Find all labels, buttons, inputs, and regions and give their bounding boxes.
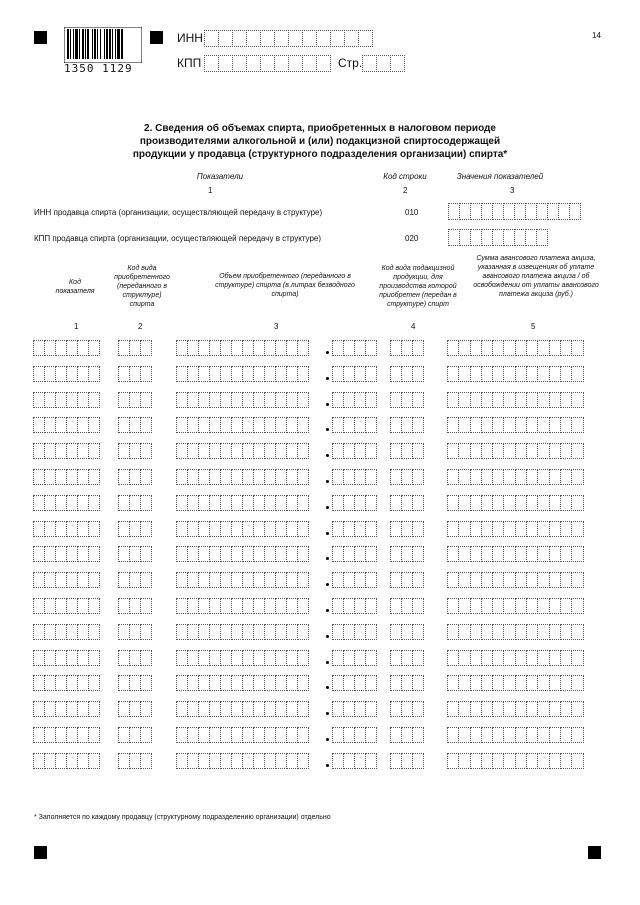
spirit-type-code-cells[interactable]: [118, 572, 151, 588]
char-cell[interactable]: [88, 521, 100, 537]
volume-int-cells[interactable]: [176, 469, 308, 485]
payment-cells[interactable]: [447, 417, 583, 433]
char-cell[interactable]: [571, 701, 583, 717]
char-cell[interactable]: [412, 598, 424, 614]
page-number: 14: [592, 31, 601, 40]
alignment-marker-bottom-left: [34, 846, 47, 859]
inn-cells[interactable]: [204, 30, 372, 47]
char-cell[interactable]: [412, 443, 424, 459]
volume-frac-cells[interactable]: [332, 572, 376, 588]
title-line-1: 2. Сведения об объемах спирта, приобретенных в налоговом периоде: [144, 123, 496, 134]
char-cell[interactable]: [571, 495, 583, 511]
spirit-type-code-cells[interactable]: [118, 366, 151, 382]
title-line-3: продукции у продавца (структурного подразделения организации) спирта*: [132, 149, 508, 160]
char-cell[interactable]: [297, 392, 309, 408]
decimal-point: [326, 764, 329, 767]
footnote: * Заполняется по каждому продавцу (структурному подразделению организации) отдельно: [34, 814, 331, 821]
char-cell[interactable]: [140, 598, 152, 614]
char-cell[interactable]: [88, 675, 100, 691]
h1-indicator-code: Код показателя: [55, 279, 95, 295]
char-cell[interactable]: [140, 701, 152, 717]
decimal-point: [326, 738, 329, 741]
volume-int-cells[interactable]: [176, 598, 308, 614]
char-cell[interactable]: [365, 624, 377, 640]
char-cell[interactable]: [376, 55, 391, 72]
decimal-point: [326, 635, 329, 638]
char-cell[interactable]: [140, 675, 152, 691]
payment-cells[interactable]: [447, 701, 583, 717]
row-020-code: 020: [405, 234, 419, 243]
char-cell[interactable]: [365, 753, 377, 769]
char-cell[interactable]: [140, 521, 152, 537]
char-cell[interactable]: [365, 469, 377, 485]
char-cell[interactable]: [140, 417, 152, 433]
payment-cells[interactable]: [447, 598, 583, 614]
char-cell[interactable]: [571, 340, 583, 356]
char-cell[interactable]: [297, 572, 309, 588]
char-cell[interactable]: [88, 495, 100, 511]
char-cell[interactable]: [246, 55, 261, 72]
decimal-point: [326, 506, 329, 509]
spirit-type-code-cells[interactable]: [118, 495, 151, 511]
char-cell[interactable]: [297, 417, 309, 433]
char-cell[interactable]: [365, 495, 377, 511]
spirit-type-code-cells[interactable]: [118, 392, 151, 408]
char-cell[interactable]: [88, 546, 100, 562]
payment-cells[interactable]: [447, 675, 583, 691]
char-cell[interactable]: [140, 366, 152, 382]
char-cell[interactable]: [365, 392, 377, 408]
kpp-label: КПП: [177, 56, 202, 70]
product-code-cells[interactable]: [390, 340, 423, 356]
char-cell[interactable]: [365, 598, 377, 614]
char-cell[interactable]: [571, 598, 583, 614]
payment-cells[interactable]: [447, 469, 583, 485]
char-cell[interactable]: [536, 229, 548, 246]
product-code-cells[interactable]: [390, 366, 423, 382]
payment-cells[interactable]: [447, 727, 583, 743]
decimal-point: [326, 480, 329, 483]
product-code-cells[interactable]: [390, 650, 423, 666]
char-cell[interactable]: [412, 675, 424, 691]
payment-cells[interactable]: [447, 546, 583, 562]
payment-cells[interactable]: [447, 521, 583, 537]
row-020-label: КПП продавца спирта (организации, осуществляющей передачу в структуре): [34, 234, 322, 243]
decimal-point: [326, 661, 329, 664]
char-cell[interactable]: [571, 366, 583, 382]
char-cell[interactable]: [140, 392, 152, 408]
char-cell[interactable]: [140, 443, 152, 459]
indicator-code-cells[interactable]: [33, 366, 99, 382]
char-cell[interactable]: [365, 572, 377, 588]
product-code-cells[interactable]: [390, 753, 423, 769]
char-cell[interactable]: [412, 521, 424, 537]
volume-int-cells[interactable]: [176, 701, 308, 717]
volume-frac-cells[interactable]: [332, 417, 376, 433]
volume-frac-cells[interactable]: [332, 392, 376, 408]
char-cell[interactable]: [297, 701, 309, 717]
decimal-point: [326, 403, 329, 406]
product-code-cells[interactable]: [390, 443, 423, 459]
product-code-cells[interactable]: [390, 417, 423, 433]
product-code-cells[interactable]: [390, 675, 423, 691]
char-cell[interactable]: [316, 55, 331, 72]
payment-cells[interactable]: [447, 340, 583, 356]
product-code-cells[interactable]: [390, 572, 423, 588]
char-cell[interactable]: [571, 443, 583, 459]
char-cell[interactable]: [218, 30, 233, 47]
char-cell[interactable]: [297, 546, 309, 562]
alignment-marker-top-mid: [150, 31, 163, 44]
char-cell[interactable]: [571, 753, 583, 769]
char-cell[interactable]: [140, 572, 152, 588]
char-cell[interactable]: [88, 727, 100, 743]
indicator-code-cells[interactable]: [33, 417, 99, 433]
char-cell[interactable]: [571, 521, 583, 537]
spirit-type-code-cells[interactable]: [118, 624, 151, 640]
spirit-type-code-cells[interactable]: [118, 340, 151, 356]
char-cell[interactable]: [571, 469, 583, 485]
col-line-code-header: Код строки: [383, 172, 427, 181]
char-cell[interactable]: [288, 30, 303, 47]
char-cell[interactable]: [365, 701, 377, 717]
char-cell[interactable]: [297, 469, 309, 485]
char-cell[interactable]: [412, 340, 424, 356]
seller-inn-cells[interactable]: [448, 203, 580, 220]
volume-frac-cells[interactable]: [332, 727, 376, 743]
char-cell[interactable]: [571, 650, 583, 666]
indicator-code-cells[interactable]: [33, 443, 99, 459]
char-cell[interactable]: [88, 650, 100, 666]
indicator-code-cells[interactable]: [33, 727, 99, 743]
col-num-2: 2: [403, 186, 408, 195]
indicator-code-cells[interactable]: [33, 753, 99, 769]
char-cell[interactable]: [571, 392, 583, 408]
barcode: [64, 27, 142, 63]
char-cell[interactable]: [274, 30, 289, 47]
char-cell[interactable]: [88, 340, 100, 356]
char-cell[interactable]: [412, 546, 424, 562]
char-cell[interactable]: [297, 753, 309, 769]
char-cell[interactable]: [365, 675, 377, 691]
char-cell[interactable]: [88, 701, 100, 717]
char-cell[interactable]: [297, 443, 309, 459]
payment-cells[interactable]: [447, 572, 583, 588]
volume-frac-cells[interactable]: [332, 598, 376, 614]
char-cell[interactable]: [302, 55, 317, 72]
product-code-cells[interactable]: [390, 701, 423, 717]
payment-cells[interactable]: [447, 495, 583, 511]
char-cell[interactable]: [297, 624, 309, 640]
char-cell[interactable]: [302, 30, 317, 47]
volume-int-cells[interactable]: [176, 417, 308, 433]
char-cell[interactable]: [140, 650, 152, 666]
char-cell[interactable]: [297, 598, 309, 614]
col-values-header: Значения показателей: [456, 172, 544, 181]
char-cell[interactable]: [571, 417, 583, 433]
payment-cells[interactable]: [447, 624, 583, 640]
seller-kpp-cells[interactable]: [448, 229, 547, 246]
char-cell[interactable]: [140, 340, 152, 356]
spirit-type-code-cells[interactable]: [118, 598, 151, 614]
char-cell[interactable]: [297, 366, 309, 382]
char-cell[interactable]: [330, 30, 345, 47]
spirit-type-code-cells[interactable]: [118, 650, 151, 666]
char-cell[interactable]: [412, 366, 424, 382]
char-cell[interactable]: [365, 366, 377, 382]
char-cell[interactable]: [365, 443, 377, 459]
volume-frac-cells[interactable]: [332, 521, 376, 537]
char-cell[interactable]: [412, 495, 424, 511]
char-cell[interactable]: [88, 624, 100, 640]
char-cell[interactable]: [365, 340, 377, 356]
char-cell[interactable]: [232, 55, 247, 72]
char-cell[interactable]: [412, 417, 424, 433]
volume-frac-cells[interactable]: [332, 495, 376, 511]
char-cell[interactable]: [297, 727, 309, 743]
h3-volume: Объем приобретенного (переданного в структуре) спирта (в литрах безводного спирта): [215, 273, 355, 298]
col-indicators-header: Показатели: [196, 172, 244, 181]
product-code-cells[interactable]: [390, 495, 423, 511]
payment-cells[interactable]: [447, 650, 583, 666]
h4-product-code: Код вида подакцизной продукции, для производства которой приобретен (передан в структуре) спирт: [379, 265, 457, 308]
volume-int-cells[interactable]: [176, 727, 308, 743]
char-cell[interactable]: [571, 624, 583, 640]
volume-int-cells[interactable]: [176, 572, 308, 588]
payment-cells[interactable]: [447, 753, 583, 769]
char-cell[interactable]: [288, 55, 303, 72]
product-code-cells[interactable]: [390, 469, 423, 485]
char-cell[interactable]: [569, 203, 581, 220]
indicator-code-cells[interactable]: [33, 598, 99, 614]
volume-int-cells[interactable]: [176, 521, 308, 537]
char-cell[interactable]: [232, 30, 247, 47]
volume-frac-cells[interactable]: [332, 443, 376, 459]
char-cell[interactable]: [246, 30, 261, 47]
char-cell[interactable]: [88, 392, 100, 408]
barcode-number: 1350 1129: [64, 62, 133, 75]
char-cell[interactable]: [88, 417, 100, 433]
spirit-type-code-cells[interactable]: [118, 675, 151, 691]
h5-advance-payment: Сумма авансового платежа акциза, указанная в извещениях об уплате авансового платежа акциза / об освобождении от уплаты авансового платежа акциза (руб.): [473, 255, 599, 298]
spirit-type-code-cells[interactable]: [118, 546, 151, 562]
char-cell[interactable]: [412, 572, 424, 588]
char-cell[interactable]: [297, 340, 309, 356]
main-col-num-2: 2: [138, 322, 143, 331]
char-cell[interactable]: [365, 727, 377, 743]
char-cell[interactable]: [88, 598, 100, 614]
row-010-label: ИНН продавца спирта (организации, осуществляющей передачу в структуре): [34, 208, 323, 217]
char-cell[interactable]: [362, 55, 377, 72]
spirit-type-code-cells[interactable]: [118, 753, 151, 769]
char-cell[interactable]: [140, 753, 152, 769]
main-col-num-5: 5: [531, 322, 536, 331]
volume-int-cells[interactable]: [176, 753, 308, 769]
char-cell[interactable]: [140, 727, 152, 743]
page-label: Стр.: [338, 56, 363, 70]
char-cell[interactable]: [412, 624, 424, 640]
char-cell[interactable]: [412, 701, 424, 717]
char-cell[interactable]: [297, 495, 309, 511]
decimal-point: [326, 712, 329, 715]
spirit-type-code-cells[interactable]: [118, 521, 151, 537]
char-cell[interactable]: [412, 469, 424, 485]
decimal-point: [326, 351, 329, 354]
kpp-cells[interactable]: [204, 55, 330, 72]
product-code-cells[interactable]: [390, 392, 423, 408]
decimal-point: [326, 557, 329, 560]
h2-spirit-type-code: Код вида приобретенного (переданного в структуре) спирта: [114, 265, 170, 308]
volume-frac-cells[interactable]: [332, 624, 376, 640]
volume-int-cells[interactable]: [176, 443, 308, 459]
char-cell[interactable]: [571, 572, 583, 588]
volume-int-cells[interactable]: [176, 650, 308, 666]
indicator-code-cells[interactable]: [33, 521, 99, 537]
indicator-code-cells[interactable]: [33, 392, 99, 408]
alignment-marker-top-left: [34, 31, 47, 44]
char-cell[interactable]: [571, 546, 583, 562]
volume-frac-cells[interactable]: [332, 650, 376, 666]
decimal-point: [326, 428, 329, 431]
char-cell[interactable]: [412, 392, 424, 408]
indicator-code-cells[interactable]: [33, 340, 99, 356]
product-code-cells[interactable]: [390, 727, 423, 743]
product-code-cells[interactable]: [390, 624, 423, 640]
title-line-2: производителями алкогольной и (или) подакцизной спиртосодержащей: [139, 136, 501, 147]
indicator-code-cells[interactable]: [33, 546, 99, 562]
inn-label: ИНН: [177, 31, 203, 45]
spirit-type-code-cells[interactable]: [118, 443, 151, 459]
char-cell[interactable]: [571, 727, 583, 743]
volume-frac-cells[interactable]: [332, 701, 376, 717]
volume-int-cells[interactable]: [176, 495, 308, 511]
char-cell[interactable]: [88, 753, 100, 769]
volume-frac-cells[interactable]: [332, 546, 376, 562]
main-col-num-1: 1: [74, 322, 79, 331]
char-cell[interactable]: [297, 675, 309, 691]
main-col-num-3: 3: [274, 322, 279, 331]
volume-int-cells[interactable]: [176, 546, 308, 562]
char-cell[interactable]: [358, 30, 373, 47]
char-cell[interactable]: [412, 650, 424, 666]
char-cell[interactable]: [140, 469, 152, 485]
section-title: [90, 122, 550, 161]
char-cell[interactable]: [365, 521, 377, 537]
char-cell[interactable]: [204, 55, 219, 72]
product-code-cells[interactable]: [390, 546, 423, 562]
char-cell[interactable]: [412, 753, 424, 769]
spirit-type-code-cells[interactable]: [118, 469, 151, 485]
spirit-type-code-cells[interactable]: [118, 727, 151, 743]
volume-int-cells[interactable]: [176, 675, 308, 691]
indicator-code-cells[interactable]: [33, 624, 99, 640]
indicator-code-cells[interactable]: [33, 495, 99, 511]
char-cell[interactable]: [88, 469, 100, 485]
volume-frac-cells[interactable]: [332, 340, 376, 356]
decimal-point: [326, 454, 329, 457]
payment-cells[interactable]: [447, 392, 583, 408]
decimal-point: [326, 686, 329, 689]
col-num-1: 1: [208, 186, 213, 195]
spirit-type-code-cells[interactable]: [118, 701, 151, 717]
char-cell[interactable]: [88, 443, 100, 459]
indicator-code-cells[interactable]: [33, 650, 99, 666]
char-cell[interactable]: [297, 650, 309, 666]
page-cells[interactable]: [362, 55, 404, 72]
alignment-marker-bottom-right: [588, 846, 601, 859]
char-cell[interactable]: [260, 55, 275, 72]
col-num-3: 3: [510, 186, 515, 195]
spirit-type-code-cells[interactable]: [118, 417, 151, 433]
payment-cells[interactable]: [447, 366, 583, 382]
main-col-num-4: 4: [411, 322, 416, 331]
volume-frac-cells[interactable]: [332, 675, 376, 691]
char-cell[interactable]: [140, 624, 152, 640]
payment-cells[interactable]: [447, 443, 583, 459]
char-cell[interactable]: [204, 30, 219, 47]
product-code-cells[interactable]: [390, 521, 423, 537]
volume-int-cells[interactable]: [176, 340, 308, 356]
char-cell[interactable]: [412, 727, 424, 743]
decimal-point: [326, 583, 329, 586]
char-cell[interactable]: [344, 30, 359, 47]
indicator-code-cells[interactable]: [33, 675, 99, 691]
char-cell[interactable]: [140, 546, 152, 562]
decimal-point: [326, 532, 329, 535]
char-cell[interactable]: [571, 675, 583, 691]
decimal-point: [326, 609, 329, 612]
char-cell[interactable]: [274, 55, 289, 72]
char-cell[interactable]: [365, 650, 377, 666]
row-010-code: 010: [405, 208, 419, 217]
indicator-code-cells[interactable]: [33, 701, 99, 717]
char-cell[interactable]: [365, 417, 377, 433]
volume-frac-cells[interactable]: [332, 469, 376, 485]
product-code-cells[interactable]: [390, 598, 423, 614]
volume-int-cells[interactable]: [176, 392, 308, 408]
volume-frac-cells[interactable]: [332, 753, 376, 769]
char-cell[interactable]: [88, 572, 100, 588]
char-cell[interactable]: [297, 521, 309, 537]
char-cell[interactable]: [260, 30, 275, 47]
volume-frac-cells[interactable]: [332, 366, 376, 382]
char-cell[interactable]: [140, 495, 152, 511]
char-cell[interactable]: [218, 55, 233, 72]
char-cell[interactable]: [390, 55, 405, 72]
char-cell[interactable]: [88, 366, 100, 382]
indicator-code-cells[interactable]: [33, 572, 99, 588]
indicator-code-cells[interactable]: [33, 469, 99, 485]
char-cell[interactable]: [365, 546, 377, 562]
char-cell[interactable]: [316, 30, 331, 47]
volume-int-cells[interactable]: [176, 624, 308, 640]
decimal-point: [326, 377, 329, 380]
volume-int-cells[interactable]: [176, 366, 308, 382]
